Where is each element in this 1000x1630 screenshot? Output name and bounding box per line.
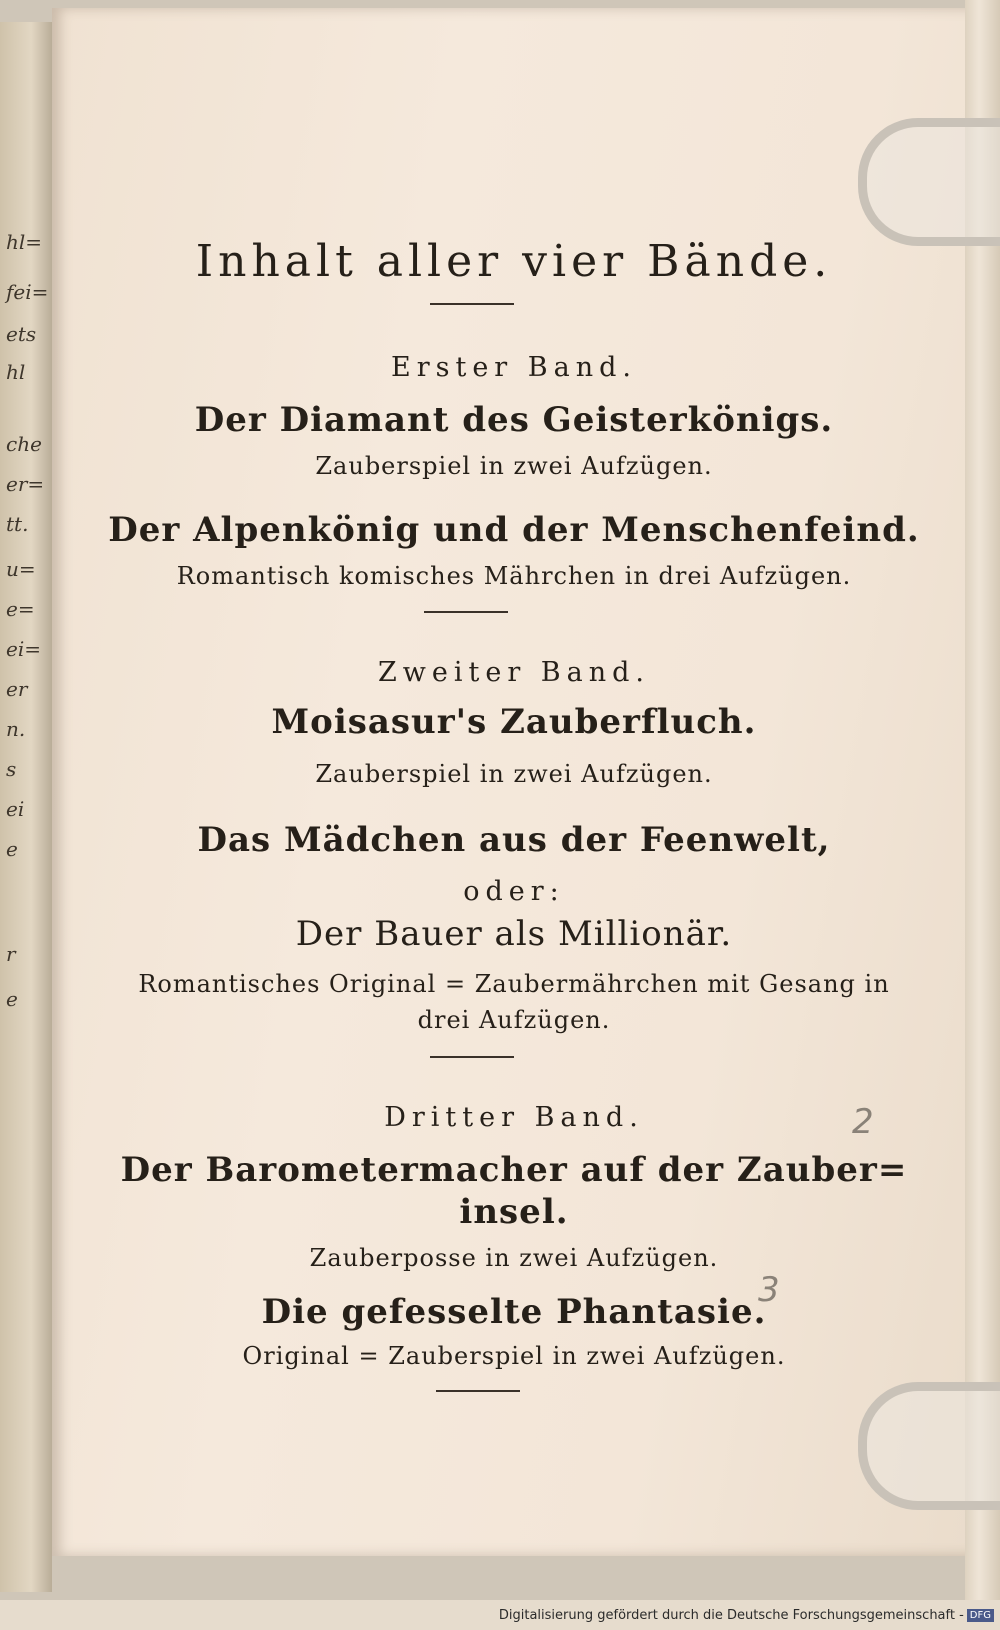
left-page-fragment: er [6,677,28,701]
table-of-contents [52,0,976,1540]
work-title: Das Mädchen aus der Feenwelt, [197,820,831,860]
footer-text: Digitalisierung gefördert durch die Deutsche Forschungsgemeinschaft - [498,1608,964,1623]
left-page-fragment: u= [6,557,36,581]
left-page-fragment: r [6,942,16,966]
digitization-footer [499,1608,994,1623]
work-title: Die gefesselte Phantasie. [261,1292,767,1332]
volume-heading-2: Zweiter Band. [378,657,650,688]
title-divider [430,303,514,305]
left-page-fragment: n. [6,717,26,741]
work-subtitle: Original = Zauberspiel in zwei Aufzügen. [242,1342,786,1370]
work-alt-title: Der Bauer als Millionär. [295,914,733,954]
left-page-fragment: tt. [6,512,29,536]
left-page-fragment: che [6,432,42,456]
work-subtitle: Romantisch komisches Mährchen in drei Aufzügen. [176,562,852,590]
left-page-fragment: ets [6,322,37,346]
work-connector: oder: [463,876,565,907]
left-page-fragment: e [6,837,18,861]
closing-divider [436,1390,520,1392]
left-page-fragment: ei= [6,637,41,661]
left-page-fragment: e [6,987,18,1011]
dfg-logo: DFG [967,1609,994,1622]
work-subtitle: Zauberspiel in zwei Aufzügen. [315,760,713,788]
left-page-fragment: hl [6,360,26,384]
left-page-fragment: hl= [6,230,43,254]
work-subtitle: Romantisches Original = Zaubermährchen mit Gesang in [138,970,890,998]
volume-divider [430,1056,514,1058]
work-title: Der Alpenkönig und der Menschenfeind. [108,510,920,550]
work-title: Der Diamant des Geisterkönigs. [194,400,834,440]
left-page-fragment: er= [6,472,45,496]
work-title-continued: insel. [459,1192,569,1232]
pencil-annotation: 2 [852,1102,874,1142]
pencil-annotation: 3 [758,1270,780,1310]
work-subtitle: Zauberposse in zwei Aufzügen. [309,1244,719,1272]
left-page-fragment: ei [6,797,25,821]
work-subtitle: Zauberspiel in zwei Aufzügen. [315,452,713,480]
work-title: Moisasur's Zauberfluch. [271,702,757,742]
page-title: Inhalt aller vier Bände. [195,236,833,287]
volume-heading-3: Dritter Band. [384,1102,644,1133]
volume-heading-1: Erster Band. [391,352,637,383]
left-page-fragment: fei= [6,280,49,304]
work-subtitle-continued: drei Aufzügen. [417,1006,611,1034]
volume-divider [424,611,508,613]
work-title: Der Barometermacher auf der Zauber= [120,1150,908,1190]
left-page-fragment: e= [6,597,35,621]
previous-page-edge [0,22,52,1592]
left-page-fragment: s [6,757,17,781]
